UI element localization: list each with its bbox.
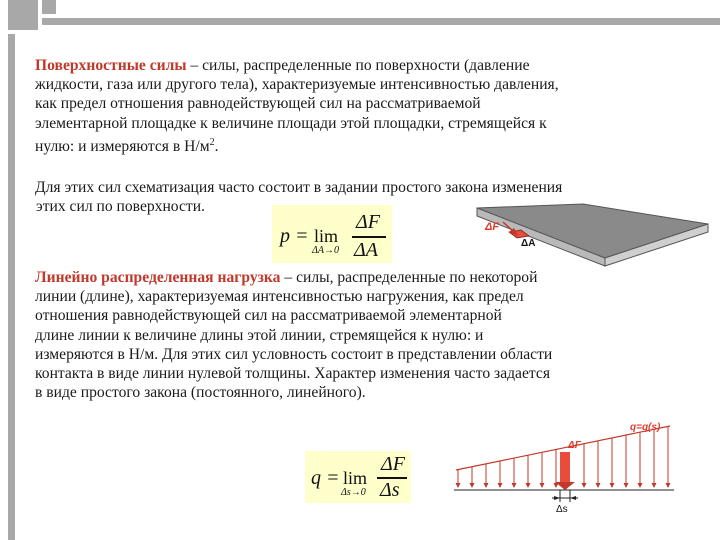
formula2-lhs: q =	[311, 467, 340, 489]
p1-line2: жидкости, газа или другого тела), характеризуемые интенсивностью давления,	[35, 76, 559, 94]
load-arrow-head	[456, 483, 461, 488]
formula1-fraction-bar	[352, 236, 386, 238]
formula2-lim: lim	[343, 468, 368, 488]
term-surface-forces: Поверхностные силы	[35, 57, 187, 74]
decor-square-small	[42, 0, 56, 14]
decor-side-bar	[8, 34, 15, 540]
load-arrow-head	[624, 483, 629, 488]
load-arrow-head	[652, 483, 657, 488]
load-arrow-head	[540, 483, 545, 488]
formula1-denominator: ΔA	[354, 239, 378, 261]
linear-load-formula	[305, 451, 411, 503]
p2-line2: этих сил по поверхности.	[36, 198, 205, 216]
formula1-limit-sub: ΔA→0	[312, 245, 339, 256]
load-arrow-head	[610, 483, 615, 488]
p1-line1: Поверхностные силы – силы, распределенные по поверхности (давление	[35, 57, 530, 74]
load-arrow-head	[526, 483, 531, 488]
ds-arrow-right	[570, 496, 576, 500]
decor-square-left	[8, 0, 38, 30]
load-arrow-head	[582, 483, 587, 488]
p3-line7: в виде простого закона (постоянного, линейного).	[35, 384, 366, 402]
p3-line4: длине линии к величине длины этой линии, стремящейся к нулю: и	[35, 326, 484, 344]
surface-forces-definition	[35, 56, 715, 156]
pressure-formula	[272, 205, 392, 263]
units-exponent: 2	[209, 136, 215, 148]
element-force-arrowhead	[555, 482, 575, 490]
formula1-lhs: p =	[280, 225, 309, 247]
p3-line5: измеряются в Н/м. Для этих сил условность состоит в представлении области	[35, 345, 553, 363]
formula2-limit-sub: Δs→0	[341, 487, 366, 498]
term-linear-load: Линейно распределенная нагрузка	[35, 269, 281, 286]
p1-line3: как предел отношения равнодействующей сил на рассматриваемой	[35, 95, 481, 113]
ds-label: Δs	[556, 504, 568, 514]
element-force-bar	[560, 452, 570, 482]
load-force-label: ΔF	[568, 440, 581, 451]
linear-load-diagram	[448, 418, 710, 514]
p1-line5: нулю: и измеряются в $Н/м^2$.	[35, 136, 219, 155]
p3-line3: отношения равнодействующей сил на рассматриваемой элементарной	[35, 307, 502, 325]
plate-force-label: ΔF	[485, 221, 500, 233]
load-arrow-head	[666, 483, 671, 488]
p2-line1: Для этих сил схематизация часто состоит в задании простого закона изменения	[35, 179, 563, 196]
p3-line2: линии (длине), характеризуемая интенсивностью нагружения, как предел	[35, 288, 524, 306]
load-arrow-head	[596, 483, 601, 488]
formula2-numerator: ΔF	[381, 453, 405, 475]
load-intensity-label: q=q(s)	[630, 422, 661, 433]
surface-plate-diagram	[425, 200, 715, 270]
load-arrow-head	[484, 483, 489, 488]
ds-arrow-left	[554, 496, 560, 500]
load-arrow-head	[470, 483, 475, 488]
p3-line1: Линейно распределенная нагрузка – силы, распределенные по некоторой	[35, 269, 538, 286]
p3-line6: контакта в виде линии нулевой толщины. Характер изменения часто задается	[35, 365, 550, 383]
plate-area-label: ΔA	[521, 238, 536, 249]
linear-load-definition	[35, 268, 715, 402]
formula1-numerator: ΔF	[356, 211, 380, 233]
load-arrow-head	[638, 483, 643, 488]
decor-top-bar	[42, 18, 720, 25]
load-arrow-head	[498, 483, 503, 488]
load-arrow-head	[512, 483, 517, 488]
formula2-denominator: Δs	[380, 479, 400, 501]
formula1-lim: lim	[314, 226, 339, 246]
p1-line4: элементарной площадке к величине площади этой площадки, стремящейся к	[35, 114, 547, 132]
